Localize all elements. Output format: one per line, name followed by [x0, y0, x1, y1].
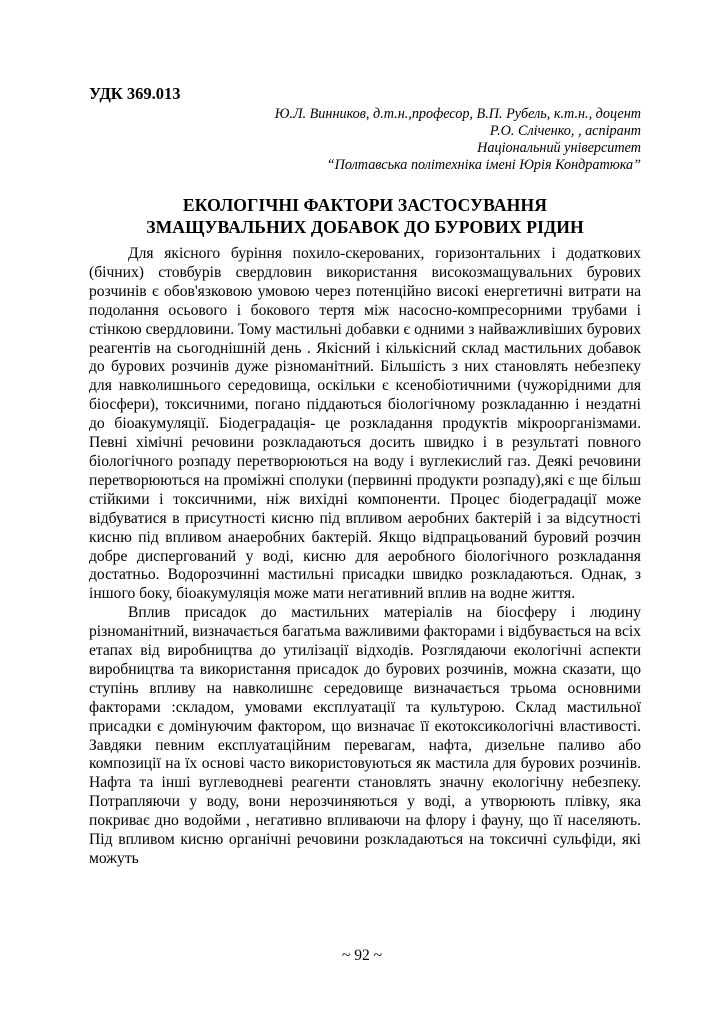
affiliation-line-2: “Полтавська політехніка імені Юрія Кондратюка”: [326, 157, 641, 173]
affiliation-line-1: Національний університет: [477, 140, 641, 156]
body-paragraph-1: Для якісного буріння похило-скерованих, горизонтальних і додаткових (бічних) стовбурів свердловин використання високозмащувальних бурових розчинів є обов'язковою умовою через потенційно високі енергетичні витрати на подолання осьового і бокового тертя між насосно-компресорними трубами і стінкою свердловини. Тому мастильні добавки є одними з найважливіших бурових реагентів на сьогоднішній день . Якісний і кількісний склад мастильних добавок до бурових розчинів дуже різноманітний. Більшість з них становлять небезпеку для навколишнього середовища, оскільки є ксенобіотичними (чужорідними для біосфери), токсичними, погано піддаються біологічному розкладанню і нездатні до біоакумуляції. Біодеградація- це розкладання продуктів мікроорганізмами. Певні хімічні речовини розкладаються досить швидко і в результаті повного біологічного розпаду перетворюються на воду і вуглекислий газ. Деякі речовини перетворюються на проміжні сполуки (первинні продукти розпаду),які є ще більш стійкими і токсичними, ніж вихідні компоненти. Процес біодеградації може відбуватися в присутності кисню під впливом аеробних бактерій і за відсутності кисню під впливом анаеробних бактерій. Якщо відпрацьований буровий розчин добре диспергований у воді, кисню для аеробного біологічного розкладання достатньо. Водорозчинні мастильні присадки швидко розкладаються. Однак, з іншого боку, біоакумуляція може мати негативний вплив на водне життя.: [89, 245, 641, 603]
author-block: [89, 106, 641, 174]
body-paragraph-2: Вплив присадок до мастильних матеріалів на біосферу і людину різноманітний, визначається багатьма важливими факторами і відбувається на всіх етапах від виробництва до утилізації відходів. Розглядаючи екологічні аспекти виробництва та використання присадок до бурових розчинів, можна сказати, що ступінь впливу на навколишнє середовище визначається трьома основними факторами :складом, умовами експлуатації та культурою. Склад мастильної присадки є домінуючим фактором, що визначає її екотоксикологічні властивості. Завдяки певним експлуатаційним перевагам, нафта, дизельне паливо або композиції на їх основі часто використовуються як мастила для бурових розчинів. Нафта та інші вуглеводневі реагенти становлять значну екологічну небезпеку. Потрапляючи у воду, вони нерозчиняються у воді, а утворюють плівку, яка покриває дно водойми , негативно впливаючи на флору і фауну, що її населяють. Під впливом кисню органічні речовини розкладаються на токсичні сульфіди, які можуть: [89, 604, 641, 867]
author-names-line-2: Р.О. Сліченко, , аспірант: [489, 123, 641, 139]
title-line-2: ЗМАЩУВАЛЬНИХ ДОБАВОК ДО БУРОВИХ РІДИН: [146, 217, 584, 237]
title-line-1: ЕКОЛОГІЧНІ ФАКТОРИ ЗАСТОСУВАННЯ: [182, 195, 548, 215]
article-title: [89, 194, 641, 238]
udk-code: УДК 369.013: [89, 84, 181, 103]
author-names-line-1: Ю.Л. Винников, д.т.н.,професор, В.П. Рубель, к.т.н., доцент: [274, 106, 641, 122]
article-page: [89, 84, 641, 869]
page-number: ~ 92 ~: [341, 947, 383, 964]
